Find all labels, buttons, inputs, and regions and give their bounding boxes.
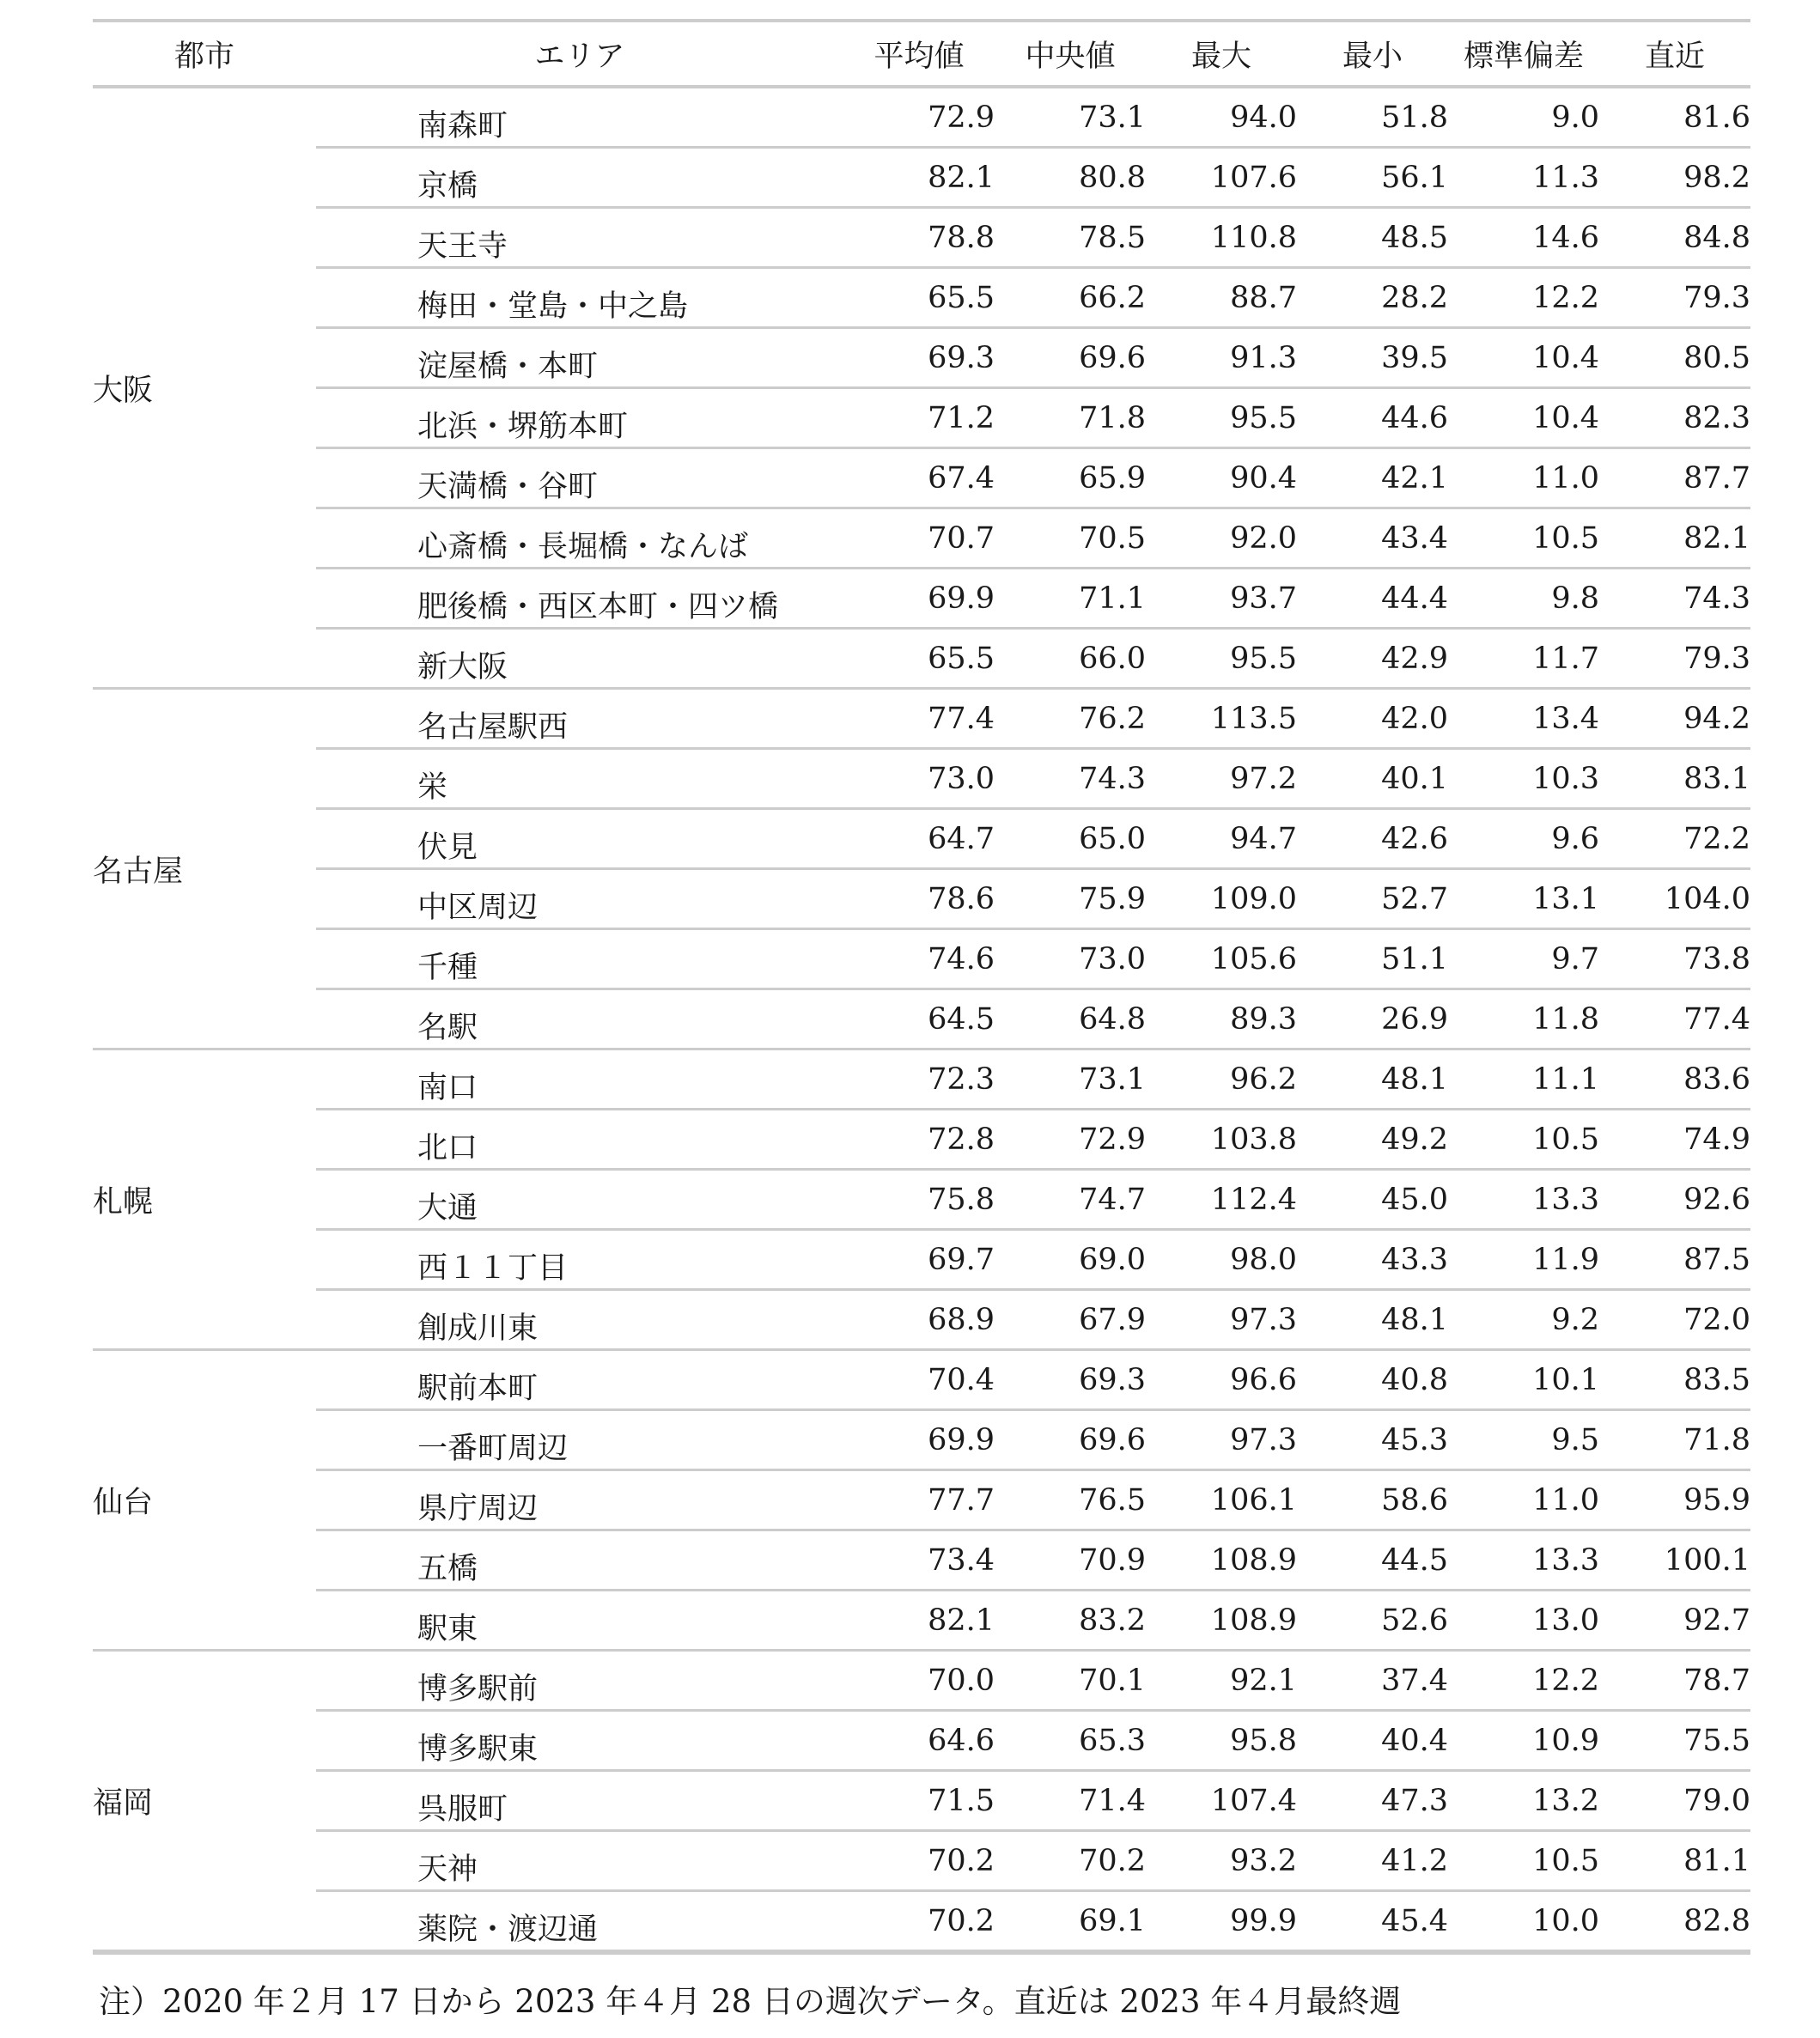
value-cell: 26.9 [1297, 989, 1448, 1049]
value-cell: 44.4 [1297, 569, 1448, 629]
value-cell: 65.5 [843, 268, 995, 328]
area-cell [316, 989, 843, 1049]
value-cell: 9.2 [1448, 1290, 1599, 1350]
value-cell: 92.1 [1146, 1651, 1297, 1711]
value-cell: 45.4 [1297, 1891, 1448, 1953]
value-cell: 48.1 [1297, 1290, 1448, 1350]
area-label: 名駅 [417, 1010, 478, 1045]
value-cell: 73.1 [995, 87, 1146, 148]
table-row [93, 1290, 1750, 1350]
value-cell: 72.0 [1599, 1290, 1750, 1350]
value-cell: 13.3 [1448, 1530, 1599, 1591]
value-cell: 73.0 [995, 929, 1146, 989]
area-cell [316, 1470, 843, 1530]
area-label: 天王寺 [417, 228, 508, 264]
area-label: 西１１丁目 [417, 1250, 569, 1286]
area-cell [316, 1771, 843, 1831]
value-cell: 71.1 [995, 569, 1146, 629]
area-cell [316, 508, 843, 569]
value-cell: 75.8 [843, 1170, 995, 1230]
table-row [93, 689, 1750, 749]
value-cell: 81.6 [1599, 87, 1750, 148]
table-row [93, 1230, 1750, 1290]
value-cell: 47.3 [1297, 1771, 1448, 1831]
value-cell: 100.1 [1599, 1530, 1750, 1591]
value-cell: 72.9 [843, 87, 995, 148]
table-row [93, 1891, 1750, 1953]
value-cell: 107.4 [1146, 1771, 1297, 1831]
value-cell: 98.0 [1146, 1230, 1297, 1290]
area-cell [316, 809, 843, 869]
value-cell: 41.2 [1297, 1831, 1448, 1891]
area-cell [316, 569, 843, 629]
value-cell: 13.4 [1448, 689, 1599, 749]
value-cell: 69.6 [995, 328, 1146, 388]
value-cell: 95.5 [1146, 388, 1297, 448]
value-cell: 77.4 [1599, 989, 1750, 1049]
value-cell: 78.7 [1599, 1651, 1750, 1711]
value-cell: 40.4 [1297, 1711, 1448, 1771]
table-row [93, 1771, 1750, 1831]
value-cell: 11.9 [1448, 1230, 1599, 1290]
value-cell: 73.8 [1599, 929, 1750, 989]
value-cell: 48.1 [1297, 1049, 1448, 1110]
header-min: 最小 [1297, 21, 1448, 87]
area-label: 天満橋・谷町 [417, 469, 599, 504]
value-cell: 93.7 [1146, 569, 1297, 629]
value-cell: 67.4 [843, 448, 995, 508]
value-cell: 80.5 [1599, 328, 1750, 388]
area-label: 栄 [417, 770, 448, 805]
value-cell: 72.9 [995, 1110, 1146, 1170]
value-cell: 11.1 [1448, 1049, 1599, 1110]
value-cell: 13.2 [1448, 1771, 1599, 1831]
table-row [93, 508, 1750, 569]
area-label: 京橋 [417, 168, 478, 204]
value-cell: 11.7 [1448, 629, 1599, 689]
value-cell: 83.6 [1599, 1049, 1750, 1110]
value-cell: 74.3 [995, 749, 1146, 809]
value-cell: 82.1 [1599, 508, 1750, 569]
value-cell: 104.0 [1599, 869, 1750, 929]
value-cell: 69.3 [843, 328, 995, 388]
table-row [93, 268, 1750, 328]
area-label: 南口 [417, 1070, 478, 1105]
value-cell: 76.2 [995, 689, 1146, 749]
value-cell: 45.3 [1297, 1410, 1448, 1470]
value-cell: 96.2 [1146, 1049, 1297, 1110]
value-cell: 70.2 [995, 1831, 1146, 1891]
value-cell: 106.1 [1146, 1470, 1297, 1530]
area-label: 大通 [417, 1190, 478, 1226]
area-cell [316, 1049, 843, 1110]
value-cell: 76.5 [995, 1470, 1146, 1530]
table-row [93, 929, 1750, 989]
value-cell: 12.2 [1448, 1651, 1599, 1711]
table-row [93, 208, 1750, 268]
area-label: 南森町 [417, 108, 508, 143]
value-cell: 13.0 [1448, 1591, 1599, 1651]
value-cell: 69.0 [995, 1230, 1146, 1290]
value-cell: 11.0 [1448, 1470, 1599, 1530]
value-cell: 72.3 [843, 1049, 995, 1110]
value-cell: 10.4 [1448, 328, 1599, 388]
value-cell: 97.3 [1146, 1410, 1297, 1470]
area-cell [316, 268, 843, 328]
value-cell: 45.0 [1297, 1170, 1448, 1230]
area-label: 北口 [417, 1130, 478, 1165]
area-label: 名古屋駅西 [417, 709, 569, 745]
value-cell: 10.5 [1448, 1831, 1599, 1891]
area-label: 県庁周辺 [417, 1491, 539, 1526]
area-label: 博多駅東 [417, 1731, 539, 1767]
value-cell: 11.3 [1448, 148, 1599, 208]
table-row [93, 328, 1750, 388]
value-cell: 71.2 [843, 388, 995, 448]
area-label: 中区周辺 [417, 890, 539, 925]
table-row [93, 1530, 1750, 1591]
value-cell: 77.4 [843, 689, 995, 749]
value-cell: 58.6 [1297, 1470, 1448, 1530]
value-cell: 81.1 [1599, 1831, 1750, 1891]
table-row [93, 1049, 1750, 1110]
value-cell: 92.0 [1146, 508, 1297, 569]
value-cell: 48.5 [1297, 208, 1448, 268]
value-cell: 98.2 [1599, 148, 1750, 208]
value-cell: 107.6 [1146, 148, 1297, 208]
area-cell [316, 1170, 843, 1230]
table-row [93, 1831, 1750, 1891]
value-cell: 71.5 [843, 1771, 995, 1831]
value-cell: 75.9 [995, 869, 1146, 929]
value-cell: 65.9 [995, 448, 1146, 508]
table-row [93, 388, 1750, 448]
value-cell: 112.4 [1146, 1170, 1297, 1230]
value-cell: 78.6 [843, 869, 995, 929]
value-cell: 74.6 [843, 929, 995, 989]
header-mean: 平均値 [843, 21, 995, 87]
area-cell [316, 1350, 843, 1410]
value-cell: 77.7 [843, 1470, 995, 1530]
area-cell [316, 869, 843, 929]
area-cell [316, 1290, 843, 1350]
value-cell: 87.5 [1599, 1230, 1750, 1290]
value-cell: 10.0 [1448, 1891, 1599, 1953]
header-stddev: 標準偏差 [1448, 21, 1599, 87]
value-cell: 97.2 [1146, 749, 1297, 809]
area-label: 新大阪 [417, 649, 508, 684]
city-cell: 大阪 [93, 87, 316, 689]
value-cell: 13.1 [1448, 869, 1599, 929]
value-cell: 92.7 [1599, 1591, 1750, 1651]
table-row [93, 569, 1750, 629]
area-label: 梅田・堂島・中之島 [417, 289, 689, 324]
value-cell: 51.8 [1297, 87, 1448, 148]
value-cell: 93.2 [1146, 1831, 1297, 1891]
area-cell [316, 1530, 843, 1591]
value-cell: 42.6 [1297, 809, 1448, 869]
area-cell [316, 1110, 843, 1170]
value-cell: 70.0 [843, 1651, 995, 1711]
value-cell: 9.7 [1448, 929, 1599, 989]
value-cell: 113.5 [1146, 689, 1297, 749]
table-row [93, 448, 1750, 508]
table-body [93, 87, 1750, 1952]
area-cell [316, 148, 843, 208]
value-cell: 9.0 [1448, 87, 1599, 148]
value-cell: 11.0 [1448, 448, 1599, 508]
value-cell: 108.9 [1146, 1591, 1297, 1651]
value-cell: 51.1 [1297, 929, 1448, 989]
value-cell: 91.3 [1146, 328, 1297, 388]
value-cell: 70.4 [843, 1350, 995, 1410]
value-cell: 69.9 [843, 1410, 995, 1470]
value-cell: 79.0 [1599, 1771, 1750, 1831]
value-cell: 92.6 [1599, 1170, 1750, 1230]
value-cell: 80.8 [995, 148, 1146, 208]
value-cell: 94.2 [1599, 689, 1750, 749]
header-city: 都市 [93, 21, 316, 87]
table-row [93, 989, 1750, 1049]
value-cell: 74.7 [995, 1170, 1146, 1230]
area-label: 肥後橋・西区本町・四ツ橋 [417, 589, 779, 624]
value-cell: 95.8 [1146, 1711, 1297, 1771]
value-cell: 70.5 [995, 508, 1146, 569]
value-cell: 71.8 [1599, 1410, 1750, 1470]
area-label: 千種 [417, 950, 478, 985]
value-cell: 9.6 [1448, 809, 1599, 869]
value-cell: 9.8 [1448, 569, 1599, 629]
value-cell: 71.4 [995, 1771, 1146, 1831]
area-label: 薬院・渡辺通 [417, 1912, 599, 1947]
area-label: 一番町周辺 [417, 1431, 569, 1466]
value-cell: 11.8 [1448, 989, 1599, 1049]
area-cell [316, 1651, 843, 1711]
area-cell [316, 929, 843, 989]
value-cell: 78.5 [995, 208, 1146, 268]
table-row [93, 1711, 1750, 1771]
table-row [93, 1470, 1750, 1530]
table-row [93, 1591, 1750, 1651]
value-cell: 82.1 [843, 148, 995, 208]
header-area: エリア [316, 21, 843, 87]
value-cell: 64.6 [843, 1711, 995, 1771]
value-cell: 10.5 [1448, 1110, 1599, 1170]
value-cell: 9.5 [1448, 1410, 1599, 1470]
value-cell: 64.7 [843, 809, 995, 869]
value-cell: 73.4 [843, 1530, 995, 1591]
value-cell: 65.5 [843, 629, 995, 689]
value-cell: 69.1 [995, 1891, 1146, 1953]
area-cell [316, 388, 843, 448]
table-row [93, 869, 1750, 929]
value-cell: 88.7 [1146, 268, 1297, 328]
value-cell: 83.1 [1599, 749, 1750, 809]
value-cell: 70.1 [995, 1651, 1146, 1711]
city-cell: 札幌 [93, 1049, 316, 1350]
value-cell: 78.8 [843, 208, 995, 268]
value-cell: 10.4 [1448, 388, 1599, 448]
value-cell: 73.1 [995, 1049, 1146, 1110]
area-cell [316, 87, 843, 148]
value-cell: 68.9 [843, 1290, 995, 1350]
value-cell: 90.4 [1146, 448, 1297, 508]
value-cell: 99.9 [1146, 1891, 1297, 1953]
value-cell: 82.1 [843, 1591, 995, 1651]
value-cell: 52.7 [1297, 869, 1448, 929]
value-cell: 39.5 [1297, 328, 1448, 388]
value-cell: 87.7 [1599, 448, 1750, 508]
value-cell: 110.8 [1146, 208, 1297, 268]
header-median: 中央値 [995, 21, 1146, 87]
value-cell: 64.8 [995, 989, 1146, 1049]
value-cell: 94.7 [1146, 809, 1297, 869]
value-cell: 70.2 [843, 1831, 995, 1891]
value-cell: 65.0 [995, 809, 1146, 869]
value-cell: 37.4 [1297, 1651, 1448, 1711]
value-cell: 94.0 [1146, 87, 1297, 148]
area-label: 五橋 [417, 1551, 478, 1586]
table-row [93, 148, 1750, 208]
value-cell: 67.9 [995, 1290, 1146, 1350]
area-cell [316, 689, 843, 749]
area-cell [316, 328, 843, 388]
header-row [93, 21, 1750, 87]
value-cell: 79.3 [1599, 268, 1750, 328]
value-cell: 43.3 [1297, 1230, 1448, 1290]
value-cell: 95.9 [1599, 1470, 1750, 1530]
value-cell: 75.5 [1599, 1711, 1750, 1771]
value-cell: 84.8 [1599, 208, 1750, 268]
area-label: 博多駅前 [417, 1671, 539, 1706]
value-cell: 52.6 [1297, 1591, 1448, 1651]
value-cell: 65.3 [995, 1711, 1146, 1771]
table-row [93, 87, 1750, 148]
value-cell: 12.2 [1448, 268, 1599, 328]
value-cell: 14.6 [1448, 208, 1599, 268]
area-label: 天神 [417, 1852, 478, 1887]
table-row [93, 1410, 1750, 1470]
value-cell: 70.9 [995, 1530, 1146, 1591]
area-cell [316, 448, 843, 508]
area-cell [316, 1410, 843, 1470]
table-header [93, 21, 1750, 87]
value-cell: 103.8 [1146, 1110, 1297, 1170]
value-cell: 69.9 [843, 569, 995, 629]
value-cell: 72.8 [843, 1110, 995, 1170]
area-label: 北浜・堺筋本町 [417, 409, 629, 444]
value-cell: 40.8 [1297, 1350, 1448, 1410]
city-cell: 名古屋 [93, 689, 316, 1049]
area-cell [316, 1591, 843, 1651]
table-row [93, 629, 1750, 689]
value-cell: 42.9 [1297, 629, 1448, 689]
value-cell: 74.9 [1599, 1110, 1750, 1170]
value-cell: 70.2 [843, 1891, 995, 1953]
header-max: 最大 [1146, 21, 1297, 87]
value-cell: 69.6 [995, 1410, 1146, 1470]
value-cell: 83.5 [1599, 1350, 1750, 1410]
table-row [93, 749, 1750, 809]
value-cell: 66.0 [995, 629, 1146, 689]
value-cell: 97.3 [1146, 1290, 1297, 1350]
city-cell: 福岡 [93, 1651, 316, 1953]
area-label: 呉服町 [417, 1792, 508, 1827]
value-cell: 79.3 [1599, 629, 1750, 689]
value-cell: 10.9 [1448, 1711, 1599, 1771]
footnote: 注）2020 年２月 17 日から 2023 年４月 28 日の週次データ。直近は 2023 年４月最終週 [99, 1983, 1402, 2020]
area-label: 駅前本町 [417, 1371, 539, 1406]
city-cell: 仙台 [93, 1350, 316, 1651]
value-cell: 44.5 [1297, 1530, 1448, 1591]
value-cell: 82.8 [1599, 1891, 1750, 1953]
value-cell: 28.2 [1297, 268, 1448, 328]
value-cell: 108.9 [1146, 1530, 1297, 1591]
value-cell: 72.2 [1599, 809, 1750, 869]
value-cell: 64.5 [843, 989, 995, 1049]
area-cell [316, 629, 843, 689]
area-cell [316, 1891, 843, 1953]
stats-table [93, 19, 1750, 1955]
value-cell: 69.7 [843, 1230, 995, 1290]
area-cell [316, 1711, 843, 1771]
area-cell [316, 1831, 843, 1891]
table-row [93, 1651, 1750, 1711]
value-cell: 10.3 [1448, 749, 1599, 809]
value-cell: 82.3 [1599, 388, 1750, 448]
area-cell [316, 1230, 843, 1290]
value-cell: 83.2 [995, 1591, 1146, 1651]
area-cell [316, 749, 843, 809]
area-label: 駅東 [417, 1611, 478, 1646]
table-row [93, 1110, 1750, 1170]
value-cell: 42.0 [1297, 689, 1448, 749]
area-cell [316, 208, 843, 268]
value-cell: 95.5 [1146, 629, 1297, 689]
area-label: 創成川東 [417, 1311, 539, 1346]
table-row [93, 1170, 1750, 1230]
value-cell: 89.3 [1146, 989, 1297, 1049]
value-cell: 73.0 [843, 749, 995, 809]
value-cell: 49.2 [1297, 1110, 1448, 1170]
value-cell: 13.3 [1448, 1170, 1599, 1230]
value-cell: 71.8 [995, 388, 1146, 448]
value-cell: 44.6 [1297, 388, 1448, 448]
area-label: 心斎橋・長堀橋・なんば [417, 529, 749, 564]
table-row [93, 1350, 1750, 1410]
header-latest: 直近 [1599, 21, 1750, 87]
value-cell: 56.1 [1297, 148, 1448, 208]
value-cell: 109.0 [1146, 869, 1297, 929]
value-cell: 40.1 [1297, 749, 1448, 809]
value-cell: 43.4 [1297, 508, 1448, 569]
table-row [93, 809, 1750, 869]
value-cell: 70.7 [843, 508, 995, 569]
area-label: 伏見 [417, 830, 478, 865]
value-cell: 105.6 [1146, 929, 1297, 989]
area-label: 淀屋橋・本町 [417, 349, 599, 384]
value-cell: 42.1 [1297, 448, 1448, 508]
value-cell: 10.5 [1448, 508, 1599, 569]
value-cell: 96.6 [1146, 1350, 1297, 1410]
value-cell: 69.3 [995, 1350, 1146, 1410]
value-cell: 74.3 [1599, 569, 1750, 629]
value-cell: 66.2 [995, 268, 1146, 328]
value-cell: 10.1 [1448, 1350, 1599, 1410]
